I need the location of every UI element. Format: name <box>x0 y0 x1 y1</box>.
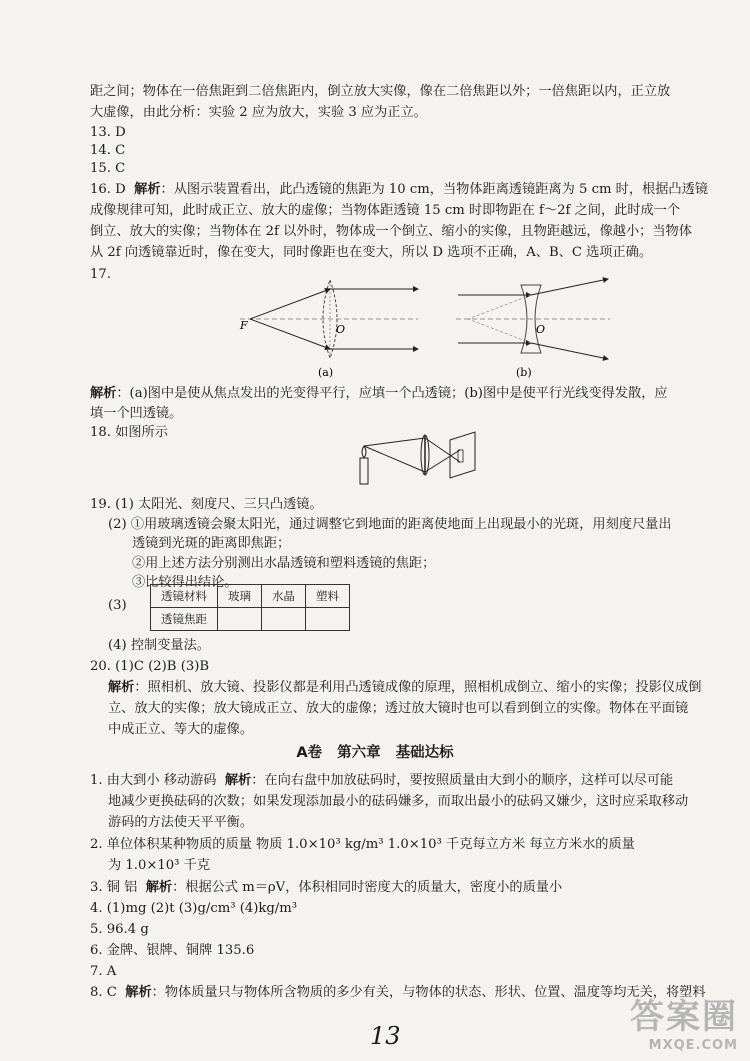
analysis-17: 解析：(a)图中是使从焦点发出的光变得平行，应填一个凸透镜；(b)图中是使平行光线变得发散，应 <box>90 386 668 401</box>
text-line: 立、放大的实像；放大镜成正立、放大的虚像；透过放大镜时也可以看到倒立的实像。物体在平面镜 <box>108 701 689 716</box>
answer-16: 16. D 解析：从图示装置看出，此凸透镜的焦距为 10 cm，当物体距离透镜距离为 5 cm 时，根据凸透镜 <box>90 182 708 197</box>
diagram-b <box>456 279 610 379</box>
text-line: 成像规律可知，此时成正立、放大的虚像；当物体距透镜 15 cm 时即物距在 f～2f 之间，此时成一个 <box>90 203 681 218</box>
answer-b4: 4. (1)mg (2)t (3)g/cm³ (4)kg/m³ <box>90 901 298 916</box>
focus-label: F <box>240 319 248 332</box>
analysis-label: 解析 <box>134 182 161 197</box>
lens-table <box>150 584 350 631</box>
text-line: 距之间；物体在一倍焦距到二倍焦距内，倒立放大实像，像在二倍焦距以外；一倍焦距以内，正立放 <box>90 84 671 99</box>
text-line: 大虚像，由此分析：实验 2 应为放大，实验 3 应为正立。 <box>90 105 427 120</box>
answer-18: 18. 如图所示 <box>90 425 168 440</box>
text-line: 中成正立、等大的虚像。 <box>108 722 254 737</box>
answer-14: 14. C <box>90 143 126 158</box>
text-line: 游码的方法使天平平衡。 <box>108 815 254 830</box>
analysis-label: 解析 <box>125 985 152 1000</box>
text-line: ③比较得出结论。 <box>132 575 238 590</box>
table-cell: 透镜焦距 <box>151 608 218 631</box>
table-header-cell: 塑料 <box>306 585 350 608</box>
table-cell <box>306 608 350 631</box>
candle-lens-screen-diagram <box>350 428 480 488</box>
watermark-sub: MXQE.COM <box>648 1038 738 1053</box>
answer-b1: 1. 由大到小 移动游码 解析：在向右盘中加放砝码时，要按照质量由大到小的顺序，这样可以尽可能 <box>90 773 674 788</box>
table-header-cell: 水晶 <box>262 585 306 608</box>
analysis-label: 解析 <box>145 880 173 895</box>
section-title: A卷 第六章 基础达标 <box>296 745 454 761</box>
label-b: (b) <box>516 366 532 379</box>
answer-20: 20. (1)C (2)B (3)B <box>90 659 210 674</box>
diagram-a <box>239 280 418 379</box>
center-label-a: O <box>336 323 346 336</box>
answer-19-3: (3) <box>108 598 127 613</box>
text-line: 从 2f 向透镜靠近时，像在变大，同时像距也在变大，所以 D 选项不正确，A、B、C 选项正确。 <box>90 245 653 260</box>
watermark-main: 答案圈 <box>630 997 738 1037</box>
answer-13: 13. D <box>90 125 126 140</box>
text-line: 倒立、放大的实像；当物体在 2f 以外时，物体成一个倒立、缩小的实像，且物距越远，像越小；当物体 <box>90 224 692 239</box>
answer-b6: 6. 金牌、银牌、铜牌 135.6 <box>90 943 255 958</box>
analysis-20: 解析：照相机、放大镜、投影仪都是利用凸透镜成像的原理，照相机成倒立、缩小的实像；投影仪成倒 <box>108 680 702 695</box>
answer-b8: 8. C 解析：物体质量只与物体所含物质的多少有关，与物体的状态、形状、位置、温度等均无关，将塑料 <box>90 985 706 1000</box>
text-line: ②用上述方法分别测出水晶透镜和塑料透镜的焦距； <box>132 556 436 571</box>
answer-b7: 7. A <box>90 964 117 979</box>
analysis-label: 解析 <box>90 386 117 401</box>
answer-19-4: (4) 控制变量法。 <box>108 638 210 653</box>
table-row <box>151 608 350 631</box>
page-number: 13 <box>370 1022 401 1050</box>
answer-19-2: (2) ①用玻璃透镜会聚太阳光，通过调整它到地面的距离使地面上出现最小的光斑，用刻度尺量出 <box>108 517 672 532</box>
analysis-label: 解析 <box>108 680 135 695</box>
text-line: 地减少更换砝码的次数；如果发现添加最小的砝码嫌多，而取出最小的砝码又嫌少，这时应采取移动 <box>108 794 689 809</box>
lens-diagram <box>218 275 610 380</box>
table-header-cell: 玻璃 <box>218 585 262 608</box>
answer-15: 15. C <box>90 161 126 176</box>
text-line: 为 1.0×10³ 千克 <box>108 858 211 873</box>
table-header-cell: 透镜材料 <box>151 585 218 608</box>
answer-b2: 2. 单位体积某种物质的质量 物质 1.0×10³ kg/m³ 1.0×10³ 千克每立方米 每立方米水的质量 <box>90 837 635 852</box>
answer-b3: 3. 铜 铝 解析：根据公式 m＝ρV，体积相同时密度大的质量大，密度小的质量小 <box>90 880 563 895</box>
table-row <box>151 585 350 608</box>
answer-b5: 5. 96.4 g <box>90 922 149 937</box>
answer-19-1: 19. (1) 太阳光、刻度尺、三只凸透镜。 <box>90 497 323 512</box>
center-label-b: O <box>536 323 546 336</box>
text-line: 填一个凹透镜。 <box>90 406 183 421</box>
label-a: (a) <box>318 366 334 379</box>
watermark-logo <box>630 989 738 1053</box>
analysis-label: 解析 <box>224 773 252 788</box>
table-cell <box>262 608 306 631</box>
answer-17: 17. <box>90 267 111 282</box>
text-line: 透镜到光斑的距离即焦距； <box>132 536 291 551</box>
table-cell <box>218 608 262 631</box>
